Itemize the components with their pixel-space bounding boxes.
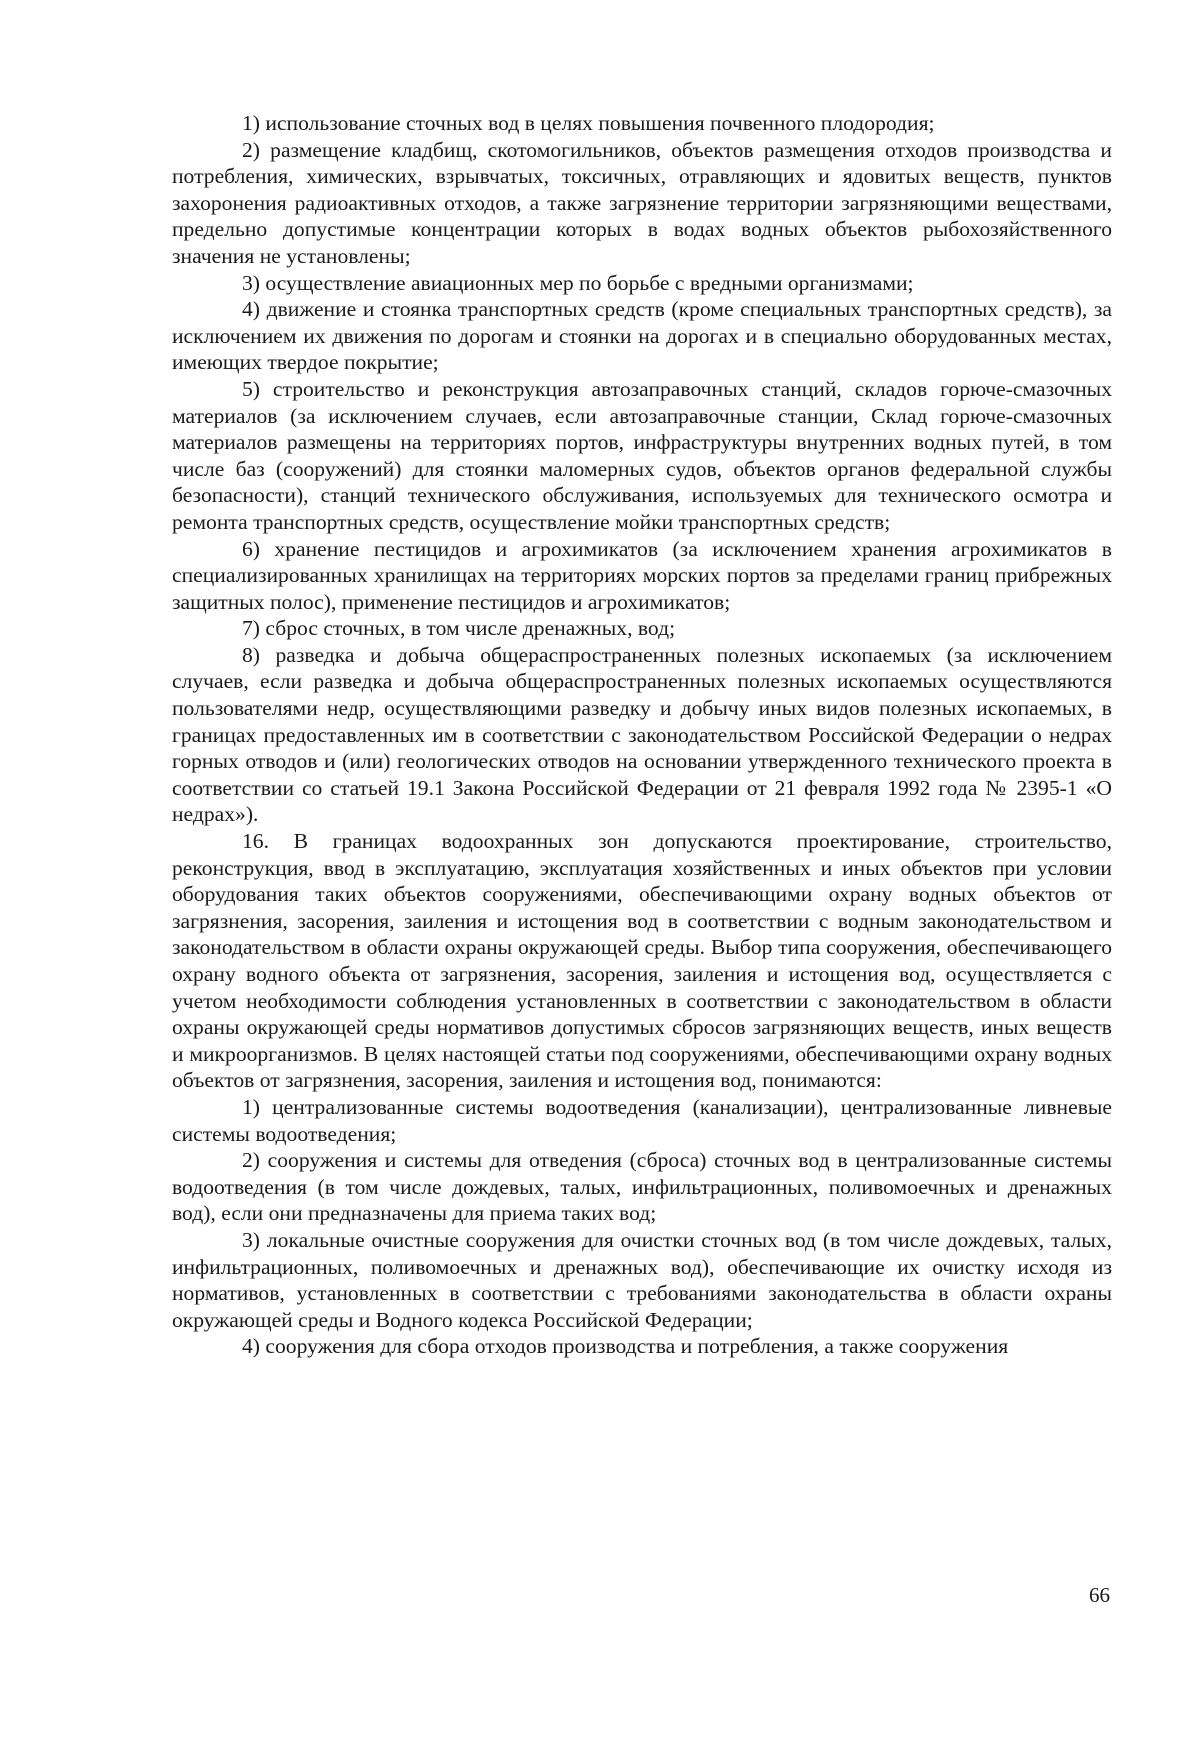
paragraph-2: 2) размещение кладбищ, скотомогильников, объектов размещения отходов производства и потребления, химических, взрывчатых, токсичных, отравляющих и ядовитых веществ, пунктов захоронения радиоактивных отходов, а также загрязнение территории загрязняющими веществами, предельно допустимые концентрации которых в водах водных объектов рыбохозяйственного значения не установлены; [172, 137, 1112, 268]
paragraph-7: 7) сброс сточных, в том числе дренажных, вод; [242, 616, 676, 641]
paragraph-9: 16. В границах водоохранных зон допускаются проектирование, строительство, реконструкция, ввод в эксплуатацию, эксплуатация хозяйственных и иных объектов при условии оборудования таких объектов сооружениями, обеспечивающими охрану водных объектов от загрязнения, засорения, заиления и истощения вод в соответствии с водным законодательством и законодательством в области охраны окружающей среды. Выбор типа сооружения, обеспечивающего охрану водного объекта от загрязнения, засорения, заиления и истощения вод, осуществляется с учетом необходимости соблюдения установленных в соответствии с законодательством в области охраны окружающей среды нормативов допустимых сбросов загрязняющих веществ, иных веществ и микроорганизмов. В целях настоящей статьи под сооружениями, обеспечивающими охрану водных объектов от загрязнения, засорения, заиления и истощения вод, понимаются: [172, 829, 1112, 1093]
paragraph-13: 4) сооружения для сбора отходов производства и потребления, а также сооружения [242, 1334, 1009, 1359]
paragraph-8: 8) разведка и добыча общераспространенных полезных ископаемых (за исключением случаев, если разведка и добыча общераспространенных полезных ископаемых осуществляются пользователями недр, осуществляющими разведку и добычу иных видов полезных ископаемых, в границах предоставленных им в соответствии с законодательством Российской Федерации о недрах горных отводов и (или) геологических отводов на основании утвержденного технического проекта в соответствии со статьей 19.1 Закона Российской Федерации от 21 февраля 1992 года № 2395-1 «О недрах»). [172, 642, 1112, 827]
paragraph-11: 2) сооружения и системы для отведения (сброса) сточных вод в централизованные системы водоотведения (в том числе дождевых, талых, инфильтрационных, поливомоечных и дренажных вод), если они предназначены для приема таких вод; [172, 1148, 1112, 1226]
paragraph-6: 6) хранение пестицидов и агрохимикатов (за исключением хранения агрохимикатов в специализированных хранилищах на территориях морских портов за пределами границ прибрежных защитных полос), применение пестицидов и агрохимикатов; [172, 536, 1112, 614]
paragraph-10: 1) централизованные системы водоотведения (канализации), централизованные ливневые системы водоотведения; [172, 1094, 1112, 1146]
paragraph-3: 3) осуществление авиационных мер по борьбе с вредными организмами; [242, 270, 914, 295]
document-body [172, 110, 1112, 1360]
paragraph-5: 5) строительство и реконструкция автозаправочных станций, складов горюче-смазочных материалов (за исключением случаев, если автозаправочные станции, Склад горюче-смазочных материалов размещены на территориях портов, инфраструктуры внутренних водных путей, в том числе баз (сооружений) для стоянки маломерных судов, объектов органов федеральной службы безопасности), станций технического обслуживания, используемых для технического осмотра и ремонта транспортных средств, осуществление мойки транспортных средств; [172, 376, 1112, 534]
paragraph-4: 4) движение и стоянка транспортных средств (кроме специальных транспортных средств), за исключением их движения по дорогам и стоянки на дорогах и в специально оборудованных местах, имеющих твердое покрытие; [172, 297, 1112, 375]
paragraph-12: 3) локальные очистные сооружения для очистки сточных вод (в том числе дождевых, талых, инфильтрационных, поливомоечных и дренажных вод), обеспечивающие их очистку исходя из нормативов, установленных в соответствии с требованиями законодательства в области охраны окружающей среды и Водного кодекса Российской Федерации; [172, 1227, 1112, 1332]
page-number: 66 [1089, 1583, 1110, 1607]
paragraph-1: 1) использование сточных вод в целях повышения почвенного плодородия; [242, 111, 935, 135]
